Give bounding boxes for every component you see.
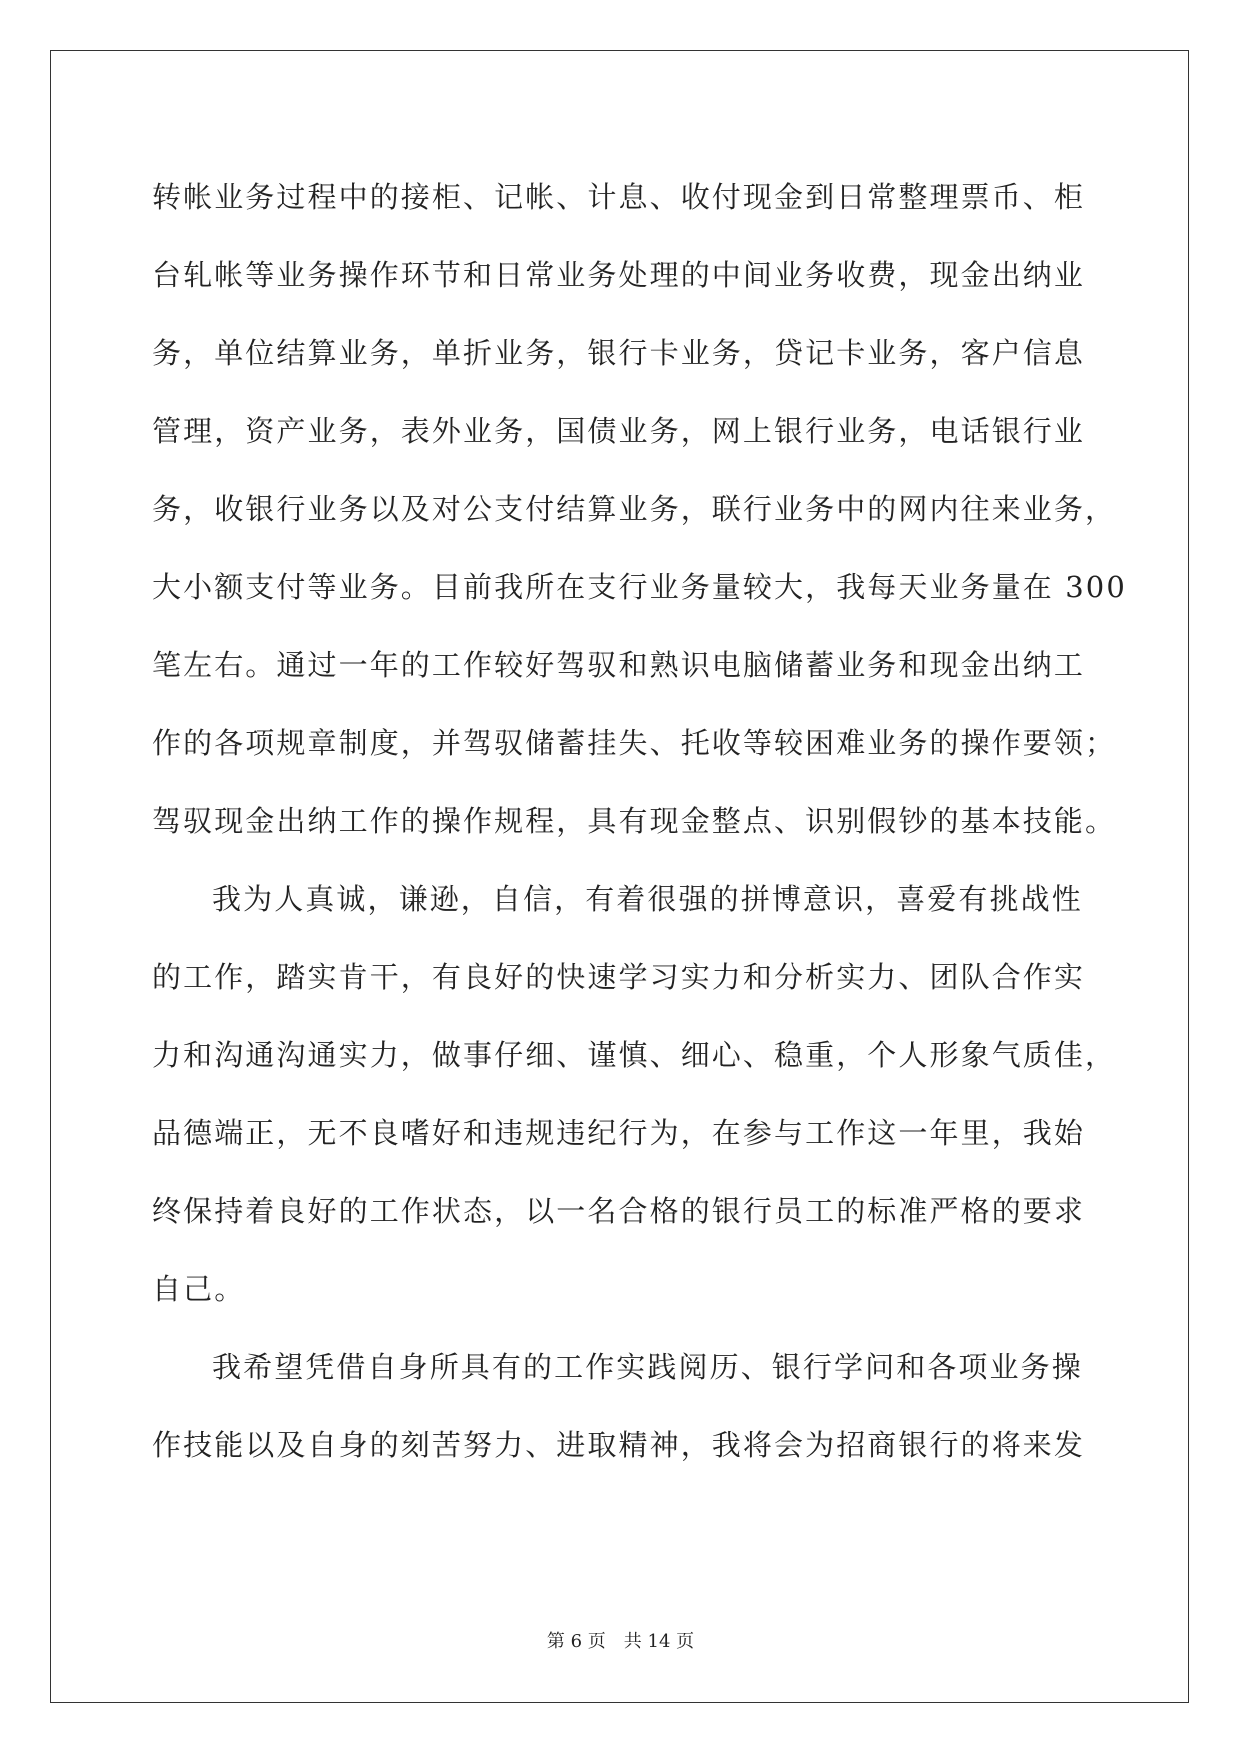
text-line: 的工作，踏实肯干，有良好的快速学习实力和分析实力、团队合作实: [152, 960, 1086, 994]
text-line: 我为人真诚，谦逊，自信，有着很强的拼博意识，喜爱有挑战性: [212, 882, 1083, 916]
page-number: 第 6 页 共 14 页: [546, 1631, 695, 1652]
text-line: 务，收银行业务以及对公支付结算业务，联行业务中的网内往来业务，: [152, 492, 1117, 526]
text-line: 终保持着良好的工作状态，以一名合格的银行员工的标准严格的要求: [152, 1194, 1086, 1228]
text-line: 台轧帐等业务操作环节和日常业务处理的中间业务收费，现金出纳业: [152, 258, 1086, 292]
document-body: [152, 158, 1127, 1484]
text-line: 作的各项规章制度，并驾驭储蓄挂失、托收等较困难业务的操作要领；: [152, 726, 1117, 760]
text-line: 力和沟通沟通实力，做事仔细、谨慎、细心、稳重，个人形象气质佳，: [152, 1038, 1117, 1072]
text-line: 转帐业务过程中的接柜、记帐、计息、收付现金到日常整理票币、柜: [152, 180, 1086, 214]
text-line: 自己。: [152, 1272, 246, 1306]
text-line: 笔左右。通过一年的工作较好驾驭和熟识电脑储蓄业务和现金出纳工: [152, 648, 1086, 682]
text-line: 管理，资产业务，表外业务，国债业务，网上银行业务，电话银行业: [152, 414, 1086, 448]
text-line: 我希望凭借自身所具有的工作实践阅历、银行学问和各项业务操: [212, 1350, 1083, 1384]
text-line: 作技能以及自身的刻苦努力、进取精神，我将会为招商银行的将来发: [152, 1428, 1086, 1462]
text-line: 品德端正，无不良嗜好和违规违纪行为，在参与工作这一年里，我始: [152, 1116, 1086, 1150]
text-line: 大小额支付等业务。目前我所在支行业务量较大，我每天业务量在 300: [152, 570, 1127, 604]
text-line: 务，单位结算业务，单折业务，银行卡业务，贷记卡业务，客户信息: [152, 336, 1086, 370]
text-line: 驾驭现金出纳工作的操作规程，具有现金整点、识别假钞的基本技能。: [152, 804, 1117, 838]
